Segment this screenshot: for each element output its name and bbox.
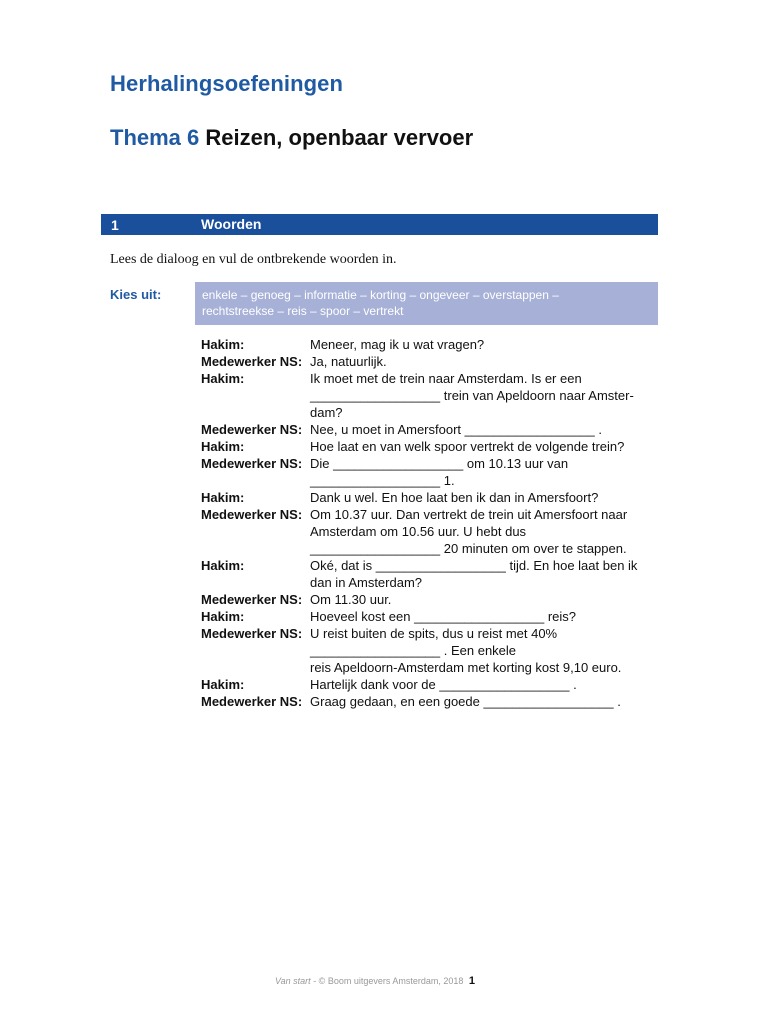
utterance [310, 370, 661, 421]
utterance-line: Hoe laat en van welk spoor vertrekt de volgende trein? [310, 439, 625, 454]
utterance-line: Graag gedaan, en een goede __________________ . [310, 694, 621, 709]
page-number: 1 [468, 975, 476, 987]
utterance-line: __________________ 1. [310, 473, 455, 488]
word-bank [195, 282, 658, 325]
dialog-row [201, 676, 661, 693]
utterance [310, 353, 661, 370]
utterance-line: Nee, u moet in Amersfoort __________________ . [310, 422, 602, 437]
section-title: Woorden [201, 216, 262, 232]
speaker-name: Medewerker NS: [201, 507, 303, 522]
utterance-line: Amsterdam om 10.56 uur. U hebt dus [310, 524, 527, 539]
footer-source: Van start [275, 976, 311, 986]
section-header [101, 214, 658, 235]
dialog-row [201, 557, 661, 591]
dialog-row [201, 421, 661, 438]
section-number: 1 [111, 217, 119, 233]
speaker-name: Medewerker NS: [201, 626, 303, 641]
dialog-row [201, 370, 661, 421]
utterance-line: Ja, natuurlijk. [310, 354, 387, 369]
utterance [310, 608, 661, 625]
footer-copyright: - © Boom uitgevers Amsterdam, 2018 [310, 976, 464, 986]
page-footer [275, 975, 475, 987]
utterance-line: Oké, dat is __________________ tijd. En hoe laat ben ik [310, 558, 638, 573]
utterance-line: __________________ 20 minuten om over te stappen. [310, 541, 627, 556]
word-bank-line: enkele – genoeg – informatie – korting – ongeveer – overstappen – [202, 288, 559, 302]
utterance [310, 506, 661, 557]
utterance-line: Om 11.30 uur. [310, 592, 392, 607]
page-title: Herhalingsoefeningen [110, 71, 344, 96]
speaker-name: Medewerker NS: [201, 422, 303, 437]
utterance-line: dan in Amsterdam? [310, 575, 423, 590]
utterance-line: Die __________________ om 10.13 uur van [310, 456, 569, 471]
utterance-line: Meneer, mag ik u wat vragen? [310, 337, 485, 352]
utterance-line: Hoeveel kost een __________________ reis? [310, 609, 576, 624]
utterance-line: reis Apeldoorn-Amsterdam met korting kost 9,10 euro. [310, 660, 622, 675]
dialog-row [201, 336, 661, 353]
dialog-row [201, 693, 661, 710]
theme-heading [110, 125, 473, 151]
speaker-name: Hakim: [201, 371, 245, 386]
dialog [201, 336, 661, 710]
utterance-line: Hartelijk dank voor de __________________ . [310, 677, 577, 692]
utterance-line: Dank u wel. En hoe laat ben ik dan in Amersfoort? [310, 490, 599, 505]
theme-label: Thema 6 [110, 125, 200, 150]
dialog-row [201, 625, 661, 676]
utterance-line: Ik moet met de trein naar Amsterdam. Is er een [310, 371, 582, 386]
utterance [310, 625, 661, 676]
speaker-name: Hakim: [201, 609, 245, 624]
utterance-line: dam? [310, 405, 343, 420]
speaker-name: Hakim: [201, 439, 245, 454]
exercise-instruction: Lees de dialoog en vul de ontbrekende woorden in. [110, 252, 397, 267]
utterance [310, 489, 661, 506]
speaker-name: Hakim: [201, 677, 245, 692]
dialog-row [201, 608, 661, 625]
utterance-line: __________________ . Een enkele [310, 643, 517, 658]
dialog-row [201, 353, 661, 370]
utterance [310, 336, 661, 353]
utterance [310, 455, 661, 489]
speaker-name: Medewerker NS: [201, 592, 303, 607]
utterance [310, 676, 661, 693]
utterance-line: U reist buiten de spits, dus u reist met 40% [310, 626, 558, 641]
dialog-row [201, 506, 661, 557]
speaker-name: Hakim: [201, 490, 245, 505]
dialog-row [201, 489, 661, 506]
utterance-line: __________________ trein van Apeldoorn naar Amster- [310, 388, 634, 403]
utterance-line: Om 10.37 uur. Dan vertrekt de trein uit Amersfoort naar [310, 507, 628, 522]
utterance [310, 591, 661, 608]
dialog-row [201, 455, 661, 489]
utterance [310, 421, 661, 438]
dialog-row [201, 438, 661, 455]
speaker-name: Medewerker NS: [201, 694, 303, 709]
speaker-name: Medewerker NS: [201, 456, 303, 471]
speaker-name: Hakim: [201, 337, 245, 352]
speaker-name: Medewerker NS: [201, 354, 303, 369]
utterance [310, 557, 661, 591]
dialog-row [201, 591, 661, 608]
theme-title: Reizen, openbaar vervoer [205, 125, 474, 150]
word-bank-line: rechtstreekse – reis – spoor – vertrekt [202, 304, 404, 318]
utterance [310, 693, 661, 710]
utterance [310, 438, 661, 455]
kies-uit-label: Kies uit: [110, 287, 162, 302]
speaker-name: Hakim: [201, 558, 245, 573]
